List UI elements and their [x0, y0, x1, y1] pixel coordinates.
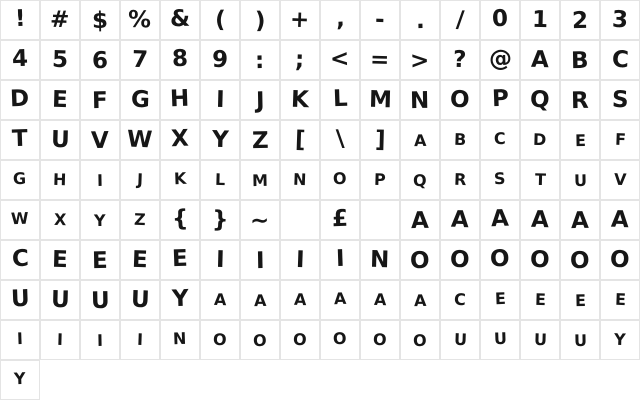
glyph-row-5	[0, 160, 640, 200]
glyph: O	[332, 168, 348, 189]
glyph: V	[90, 127, 110, 154]
glyph: C	[11, 245, 29, 272]
glyph: I	[56, 329, 64, 350]
glyph: D	[9, 85, 30, 112]
glyph-cell	[480, 0, 520, 40]
glyph: ,	[335, 5, 345, 32]
glyph: E	[574, 130, 586, 151]
glyph: U	[453, 329, 467, 350]
glyph: J	[136, 169, 144, 190]
glyph: {	[171, 205, 189, 232]
glyph-row-8	[0, 280, 640, 320]
glyph: U	[50, 126, 70, 153]
glyph: 9	[211, 46, 229, 73]
glyph: O	[449, 86, 471, 113]
glyph: U	[130, 286, 150, 313]
glyph: K	[290, 86, 310, 113]
glyph: Q	[529, 86, 551, 113]
glyph-cell	[280, 320, 320, 360]
glyph: [	[294, 126, 306, 153]
glyph: A	[333, 288, 347, 309]
glyph: 4	[11, 45, 29, 72]
glyph-cell	[280, 80, 320, 120]
glyph-cell	[80, 0, 120, 40]
glyph: %	[128, 6, 152, 33]
glyph: A	[530, 46, 550, 73]
glyph: X	[170, 125, 190, 152]
glyph-cell	[120, 320, 160, 360]
glyph: A	[253, 290, 267, 311]
glyph: T	[11, 125, 29, 152]
glyph: M	[251, 170, 269, 191]
glyph-cell	[200, 320, 240, 360]
glyph: !	[14, 5, 26, 32]
glyph: U	[50, 286, 70, 313]
glyph-cell	[240, 200, 280, 240]
glyph-cell	[600, 160, 640, 200]
glyph-cell	[40, 280, 80, 320]
glyph-cell	[160, 40, 200, 80]
glyph-cell	[440, 40, 480, 80]
glyph: #	[50, 6, 70, 33]
glyph: P	[491, 85, 509, 112]
glyph: D	[533, 129, 547, 150]
glyph: O	[413, 330, 427, 351]
glyph: F	[91, 87, 109, 114]
glyph-cell	[480, 160, 520, 200]
glyph: R	[570, 87, 590, 114]
glyph-cell	[80, 320, 120, 360]
glyph: I	[96, 330, 104, 351]
glyph: 7	[131, 46, 149, 73]
glyph-cell	[240, 160, 280, 200]
glyph-cell	[360, 80, 400, 120]
empty-glyph-cell	[360, 200, 400, 240]
glyph-cell	[480, 240, 520, 280]
glyph: A	[570, 207, 590, 234]
glyph-cell	[440, 320, 480, 360]
glyph-row-4	[0, 120, 640, 160]
glyph-row-2	[0, 40, 640, 80]
glyph: Y	[171, 285, 189, 312]
glyph: O	[449, 246, 471, 273]
glyph: O	[489, 245, 511, 272]
glyph: &	[169, 5, 191, 32]
glyph-cell	[80, 240, 120, 280]
glyph-cell	[320, 280, 360, 320]
glyph-cell	[200, 280, 240, 320]
glyph: O	[332, 328, 348, 349]
glyph: ~	[250, 207, 270, 234]
glyph: I	[215, 246, 225, 273]
glyph: C	[611, 46, 629, 73]
glyph-cell	[280, 40, 320, 80]
glyph-cell	[560, 40, 600, 80]
glyph: N	[172, 328, 187, 349]
glyph: Z	[251, 127, 269, 154]
glyph-cell	[320, 240, 360, 280]
glyph: Y	[13, 368, 27, 389]
glyph-cell	[80, 40, 120, 80]
glyph: Z	[133, 209, 147, 230]
glyph: E	[171, 245, 189, 272]
glyph: T	[534, 169, 546, 190]
glyph: ?	[452, 46, 468, 73]
glyph-cell	[240, 240, 280, 280]
glyph-cell	[120, 280, 160, 320]
glyph-cell	[120, 80, 160, 120]
glyph-cell	[80, 160, 120, 200]
glyph-cell	[600, 240, 640, 280]
glyph: N	[370, 246, 390, 273]
glyph: I	[255, 247, 265, 274]
glyph-cell	[560, 240, 600, 280]
glyph: U	[573, 170, 587, 191]
glyph: ;	[294, 46, 306, 73]
glyph-cell	[560, 80, 600, 120]
glyph-cell	[240, 120, 280, 160]
glyph: C	[453, 289, 467, 310]
glyph-cell	[440, 120, 480, 160]
glyph-cell	[520, 80, 560, 120]
glyph-cell	[160, 0, 200, 40]
glyph-cell	[400, 80, 440, 120]
glyph-cell	[40, 0, 80, 40]
glyph: I	[335, 245, 345, 272]
glyph: G	[130, 86, 150, 113]
glyph-cell	[520, 160, 560, 200]
glyph-cell	[600, 40, 640, 80]
glyph: V	[613, 169, 627, 190]
glyph: \	[335, 125, 345, 152]
glyph: W	[10, 208, 30, 229]
glyph: L	[214, 169, 226, 190]
glyph: I	[16, 328, 24, 349]
glyph: C	[493, 128, 507, 149]
glyph: @	[488, 45, 512, 72]
glyph-cell	[200, 160, 240, 200]
glyph-cell	[400, 160, 440, 200]
glyph-cell	[480, 40, 520, 80]
glyph-cell	[40, 80, 80, 120]
glyph-cell	[200, 240, 240, 280]
glyph-row-3	[0, 80, 640, 120]
glyph-cell	[80, 280, 120, 320]
glyph-cell	[560, 0, 600, 40]
glyph: U	[573, 330, 587, 351]
glyph: U	[10, 285, 30, 312]
glyph-cell	[40, 200, 80, 240]
glyph-cell	[0, 0, 40, 40]
glyph-cell	[440, 0, 480, 40]
glyph-cell	[320, 0, 360, 40]
glyph: A	[373, 289, 387, 310]
glyph-cell	[360, 120, 400, 160]
glyph: }	[211, 206, 229, 233]
glyph: O	[253, 330, 267, 351]
glyph-cell	[240, 80, 280, 120]
glyph-cell	[400, 40, 440, 80]
glyph-cell	[600, 0, 640, 40]
glyph-row-9	[0, 320, 640, 360]
glyph-cell	[0, 160, 40, 200]
glyph: O	[292, 329, 308, 350]
glyph-cell	[480, 280, 520, 320]
glyph-row-10	[0, 360, 640, 400]
glyph-cell	[40, 160, 80, 200]
glyph-cell	[160, 80, 200, 120]
glyph-cell	[360, 160, 400, 200]
glyph-cell	[0, 320, 40, 360]
glyph: O	[609, 246, 631, 273]
glyph-cell	[360, 320, 400, 360]
glyph: E	[534, 289, 546, 310]
glyph-cell	[200, 40, 240, 80]
empty-glyph-cell	[280, 200, 320, 240]
glyph-cell	[560, 160, 600, 200]
glyph: S	[493, 168, 507, 189]
glyph-cell	[40, 40, 80, 80]
glyph: 2	[571, 7, 589, 34]
glyph-cell	[0, 200, 40, 240]
glyph-cell	[440, 200, 480, 240]
glyph: E	[131, 246, 149, 273]
glyph-cell	[240, 0, 280, 40]
glyph-cell	[400, 240, 440, 280]
glyph: O	[529, 246, 551, 273]
glyph: 8	[171, 45, 189, 72]
glyph-cell	[120, 120, 160, 160]
glyph-cell	[120, 40, 160, 80]
glyph: X	[53, 209, 67, 230]
glyph: >	[410, 47, 430, 74]
glyph: J	[255, 87, 265, 114]
glyph-cell	[200, 120, 240, 160]
glyph: A	[490, 205, 510, 232]
glyph: Y	[94, 210, 106, 231]
glyph-cell	[80, 120, 120, 160]
glyph: E	[614, 289, 626, 310]
glyph-cell	[600, 320, 640, 360]
glyph: 6	[91, 47, 109, 74]
glyph: L	[332, 85, 348, 112]
glyph: B	[453, 129, 467, 150]
glyph-cell	[400, 280, 440, 320]
glyph: £	[331, 205, 349, 232]
glyph: A	[410, 207, 430, 234]
glyph: Q	[413, 170, 427, 191]
glyph-cell	[320, 160, 360, 200]
glyph-cell	[520, 0, 560, 40]
glyph-cell	[160, 120, 200, 160]
glyph: :	[255, 47, 265, 74]
glyph-cell	[360, 240, 400, 280]
glyph-cell	[80, 200, 120, 240]
glyph: A	[530, 206, 550, 233]
glyph: R	[453, 169, 467, 190]
glyph: ]	[374, 126, 386, 153]
glyph: /	[455, 6, 465, 33]
glyph-cell	[280, 280, 320, 320]
glyph-cell	[560, 320, 600, 360]
glyph-cell	[440, 240, 480, 280]
glyph-cell	[360, 280, 400, 320]
glyph: B	[571, 47, 589, 74]
glyph: =	[370, 46, 390, 73]
glyph: $	[91, 7, 109, 34]
glyph-cell	[360, 40, 400, 80]
glyph-cell	[240, 280, 280, 320]
glyph: F	[614, 129, 626, 150]
glyph-cell	[600, 200, 640, 240]
glyph-cell	[200, 200, 240, 240]
glyph-cell	[160, 280, 200, 320]
glyph-cell	[160, 240, 200, 280]
glyph: U	[533, 329, 547, 350]
glyph-cell	[40, 240, 80, 280]
glyph-cell	[400, 120, 440, 160]
glyph: O	[212, 329, 228, 350]
glyph-cell	[520, 280, 560, 320]
glyph-cell	[600, 280, 640, 320]
glyph-cell	[40, 120, 80, 160]
glyph: 0	[491, 5, 509, 32]
glyph: W	[126, 126, 154, 153]
glyph: O	[372, 329, 388, 350]
glyph: H	[53, 169, 67, 190]
glyph-cell	[320, 80, 360, 120]
glyph-cell	[280, 240, 320, 280]
glyph-cell	[0, 40, 40, 80]
glyph: -	[374, 6, 386, 33]
glyph-cell	[400, 320, 440, 360]
glyph-cell	[600, 120, 640, 160]
glyph-cell	[480, 120, 520, 160]
glyph-cell	[120, 160, 160, 200]
glyph-cell	[320, 200, 360, 240]
glyph-cell	[480, 200, 520, 240]
glyph: E	[51, 246, 69, 273]
glyph-cell	[120, 240, 160, 280]
glyph-cell	[560, 280, 600, 320]
glyph: P	[373, 169, 387, 190]
glyph: G	[13, 168, 27, 189]
glyph-cell	[480, 80, 520, 120]
glyph-cell	[400, 0, 440, 40]
glyph: I	[295, 246, 305, 273]
glyph: E	[91, 247, 109, 274]
glyph: +	[289, 6, 311, 33]
glyph: I	[215, 86, 225, 113]
glyph: E	[574, 290, 586, 311]
glyph-cell	[520, 320, 560, 360]
glyph: N	[292, 169, 308, 190]
glyph: 1	[531, 6, 549, 33]
glyph-cell	[160, 160, 200, 200]
glyph-cell	[40, 320, 80, 360]
glyph-cell	[360, 0, 400, 40]
glyph: A	[413, 290, 427, 311]
glyph: O	[570, 247, 591, 274]
glyph: Y	[613, 329, 627, 350]
glyph: A	[413, 130, 427, 151]
glyph-cell	[440, 80, 480, 120]
glyph: U	[90, 287, 110, 314]
glyph: A	[450, 206, 470, 233]
glyph: I	[96, 170, 104, 191]
glyph: O	[410, 247, 431, 274]
glyph: (	[214, 6, 226, 33]
glyph-cell	[320, 40, 360, 80]
glyph-cell	[520, 200, 560, 240]
glyph-cell	[0, 240, 40, 280]
glyph-cell	[560, 120, 600, 160]
glyph-row-7	[0, 240, 640, 280]
glyph: S	[611, 86, 629, 113]
glyph-cell	[280, 120, 320, 160]
glyph: M	[368, 86, 392, 113]
glyph-cell	[0, 120, 40, 160]
glyph-cell	[480, 320, 520, 360]
glyph: E	[51, 86, 69, 113]
glyph-cell	[120, 0, 160, 40]
glyph: A	[293, 289, 307, 310]
glyph: N	[410, 87, 430, 114]
glyph: I	[136, 329, 144, 350]
glyph-cell	[240, 40, 280, 80]
glyph-cell	[200, 80, 240, 120]
glyph: A	[213, 289, 227, 310]
glyph-cell	[120, 200, 160, 240]
glyph-cell	[200, 0, 240, 40]
glyph-cell	[160, 320, 200, 360]
glyph-cell	[0, 80, 40, 120]
glyph-cell	[520, 240, 560, 280]
glyph-cell	[320, 320, 360, 360]
glyph: H	[169, 85, 191, 112]
glyph-cell	[240, 320, 280, 360]
glyph: )	[254, 7, 266, 34]
glyph: <	[329, 45, 351, 72]
glyph-row-6	[0, 200, 640, 240]
glyph-cell	[520, 40, 560, 80]
glyph: .	[415, 7, 425, 34]
glyph: E	[494, 288, 506, 309]
glyph: K	[173, 168, 187, 189]
glyph-cell	[560, 200, 600, 240]
glyph-cell	[280, 160, 320, 200]
glyph: 3	[611, 6, 629, 33]
glyph-cell	[440, 160, 480, 200]
glyph-cell	[280, 0, 320, 40]
glyph-cell	[0, 280, 40, 320]
glyph-cell	[520, 120, 560, 160]
glyph: A	[610, 206, 630, 233]
glyph: U	[493, 328, 507, 349]
glyph-cell	[440, 280, 480, 320]
glyph-cell	[400, 200, 440, 240]
glyph-cell	[0, 360, 40, 400]
glyph-row-1	[0, 0, 640, 40]
glyph-cell	[160, 200, 200, 240]
glyph: Y	[211, 126, 229, 153]
glyph-cell	[80, 80, 120, 120]
glyph-cell	[600, 80, 640, 120]
glyph: 5	[51, 46, 69, 73]
glyph-cell	[320, 120, 360, 160]
